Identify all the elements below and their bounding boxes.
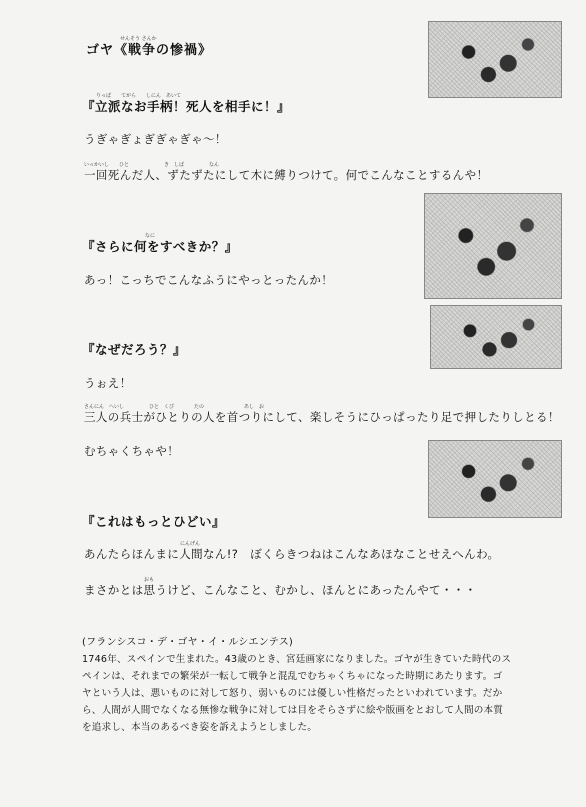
section-heading: 『立派なお手柄！死人を相手に！』 bbox=[82, 99, 291, 114]
section-heading: 『これはもっとひどい』 bbox=[82, 514, 226, 529]
page-title: ゴヤ《戦争の惨禍》 bbox=[86, 43, 213, 58]
biography bbox=[82, 634, 512, 736]
biography-line: ら、人間が人間でなくなる無惨な戦争に対しては目をそらさずに絵や版画をとおして人間の本質 bbox=[82, 705, 504, 716]
section-heading: 『さらに何をすべきか？』 bbox=[82, 239, 238, 254]
body-text: まさかとは思うけど、こんなこと、むかし、ほんとにあったんやて・・・ bbox=[84, 583, 477, 597]
biography-line: ヤという人は、悪いものに対して怒り、弱いものには優しい性格だったといわれています。だか bbox=[82, 688, 503, 699]
body-text: 一回死んだ人、ずたずたにして木に縛りつけて。何でこんなことするんや！ bbox=[84, 168, 489, 182]
biography-heading: (フランシスコ・デ・ゴヤ・イ・ルシエンテス) bbox=[82, 637, 294, 648]
goya-etching-2-icon bbox=[424, 193, 562, 299]
biography-line: 1746年、スペインで生まれた。43歳のとき、宮廷画家になりました。ゴヤが生きていた時代のス bbox=[82, 654, 512, 665]
biography-line: を追求し、本当のあるべき姿を訴えようとしました。 bbox=[82, 722, 318, 733]
body-text: うぉえ！ bbox=[84, 376, 132, 390]
body-text: 三人の兵士がひとりの人を首つりにして、楽しそうにひっぱったり足で押したりしとる！ bbox=[84, 410, 560, 424]
body-text: うぎゃぎょぎぎゃぎゃ～！ bbox=[84, 132, 227, 146]
line-ruby: おも bbox=[144, 577, 155, 583]
title-ruby: せんそう さんか bbox=[120, 36, 157, 42]
line-ruby: いっかいし ひと き しば なん bbox=[84, 162, 220, 168]
goya-etching-1-icon bbox=[428, 21, 562, 98]
biography-line: ペインは、それまでの繁栄が一転して戦争と混乱でむちゃくちゃになった時期にあたります。ゴ bbox=[82, 671, 503, 682]
goya-etching-3-icon bbox=[430, 305, 562, 369]
body-text: あっ！こっちでこんなふうにやっとったんか！ bbox=[84, 273, 334, 287]
body-text: あんたらほんまに人間なん!? ぼくらきつねはこんなあほなことせえへんわ。 bbox=[84, 547, 500, 561]
body-text: むちゃくちゃや！ bbox=[84, 444, 180, 458]
heading-ruby: なに bbox=[145, 233, 156, 239]
goya-etching-4-icon bbox=[428, 440, 562, 518]
section-heading: 『なぜだろう？』 bbox=[82, 342, 187, 357]
line-ruby: さんにん へいし ひと くび たの あし お bbox=[84, 404, 265, 410]
heading-ruby: りっぱ てがら しにん あいて bbox=[96, 93, 182, 99]
line-ruby: にんげん bbox=[180, 541, 201, 547]
